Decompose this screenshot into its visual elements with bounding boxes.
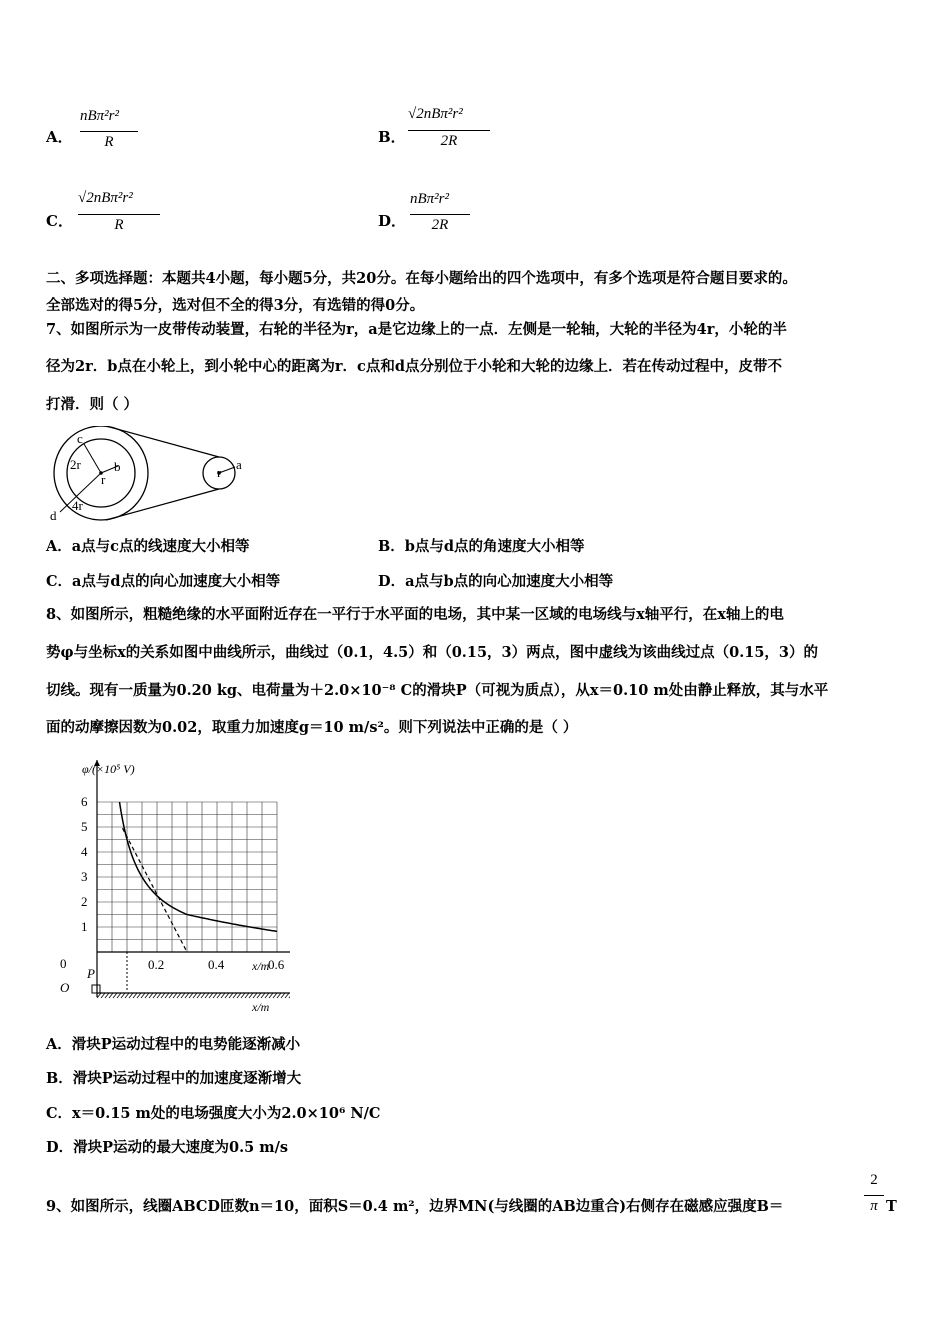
ground-hatch — [129, 993, 133, 998]
radius-right — [219, 467, 235, 473]
q7-text-line1: 7、如图所示为一皮带传动装置，右轮的半径为r，a是它边缘上的一点．左侧是一轮轴，大轮的半径为4r，小轮的半 — [46, 321, 787, 338]
option-c-denominator: R — [114, 217, 124, 233]
P-label: P — [87, 966, 95, 981]
q7-option-d: D．a点与b点的向心加速度大小相等 — [378, 573, 614, 590]
ground-hatch — [113, 993, 117, 998]
q9-frac-numerator: 2 — [870, 1172, 878, 1188]
ground-hatch — [221, 993, 225, 998]
ground-hatch — [173, 993, 177, 998]
ground-surface — [97, 993, 290, 998]
ground-hatch — [249, 993, 253, 998]
ground-hatch — [101, 993, 105, 998]
ground-hatch — [261, 993, 265, 998]
ground-hatch — [245, 993, 249, 998]
ground-hatch — [285, 993, 289, 998]
q8-option-a: A．滑块P运动过程中的电势能逐渐减小 — [46, 1036, 301, 1053]
q7-belt-pulley-figure — [44, 426, 254, 526]
ground-hatch — [137, 993, 141, 998]
label-a: a — [236, 457, 242, 472]
ground-hatch — [145, 993, 149, 998]
option-a-fraction — [80, 108, 140, 156]
q9-frac-denominator: π — [870, 1198, 878, 1214]
ground-hatch — [269, 993, 273, 998]
option-d-denominator: 2R — [431, 217, 449, 233]
label-r-center: r — [101, 472, 106, 487]
origin-label: 0 — [60, 956, 67, 971]
belt-top — [106, 426, 219, 457]
y-tick-label: 5 — [81, 819, 88, 834]
ground-hatch — [141, 993, 145, 998]
ground-hatch — [161, 993, 165, 998]
option-d-letter: D． — [378, 212, 407, 230]
ground-hatch — [185, 993, 189, 998]
label-2r: 2r — [70, 457, 81, 472]
ground-hatch — [177, 993, 181, 998]
ground-hatch — [217, 993, 221, 998]
ground-hatch — [121, 993, 125, 998]
q8-text-line1: 8、如图所示，粗糙绝缘的水平面附近存在一平行于水平面的电场，其中某一区域的电场线与x轴平行，在x轴上的电 — [46, 606, 784, 623]
ground-hatch — [257, 993, 261, 998]
ground-hatch — [125, 993, 129, 998]
q8-option-c: C．x＝0.15 m处的电场强度大小为2.0×10⁶ N/C — [46, 1105, 381, 1122]
q8-text-line2: 势φ与坐标x的关系如图中曲线所示，曲线过（0.1，4.5）和（0.15，3）两点，图中虚线为该曲线过点（0.15，3）的 — [46, 644, 819, 661]
label-4r: 4r — [72, 498, 83, 513]
ground-hatch — [165, 993, 169, 998]
ground-hatch — [117, 993, 121, 998]
y-tick-label: 4 — [81, 844, 88, 859]
y-tick-label: 2 — [81, 894, 88, 909]
ground-hatch — [105, 993, 109, 998]
option-d-fraction — [410, 191, 474, 241]
radius-2r — [84, 444, 101, 473]
ground-hatch — [197, 993, 201, 998]
ground-hatch — [213, 993, 217, 998]
ground-hatch — [265, 993, 269, 998]
belt-bottom — [106, 489, 219, 520]
q8-text-line3: 切线。现有一质量为0.20 kg、电荷量为＋2.0×10⁻⁸ C的滑块P（可视为质点），从x＝0.10 m处由静止释放，其与水平 — [46, 682, 829, 699]
ground-hatch — [193, 993, 197, 998]
O-label: O — [60, 980, 70, 995]
slider-P — [92, 985, 100, 993]
section2-instructions-line1: 二、多项选择题：本题共4小题，每小题5分，共20分。在每小题给出的四个选项中，有多个选项是符合题目要求的。 — [46, 270, 797, 287]
y-tick-label: 3 — [81, 869, 88, 884]
option-c-letter: C． — [46, 212, 73, 230]
ground-hatch — [133, 993, 137, 998]
x-axis-label: x/m — [252, 959, 270, 973]
ground-hatch — [169, 993, 173, 998]
label-d: d — [50, 508, 57, 523]
q9-frac-bar — [864, 1195, 884, 1196]
option-b-numerator: √2nBπ²r² — [408, 106, 463, 122]
ground-hatch — [281, 993, 285, 998]
ground-hatch — [205, 993, 209, 998]
ground-hatch — [157, 993, 161, 998]
option-b-letter: B． — [378, 128, 406, 146]
ground-hatch — [109, 993, 113, 998]
option-c-fraction — [78, 190, 162, 240]
q7-option-b: B．b点与d点的角速度大小相等 — [378, 538, 585, 555]
label-r-right: r — [217, 465, 222, 480]
option-a-letter: A． — [46, 128, 73, 146]
q9-text: 9、如图所示，线圈ABCD匝数n＝10，面积S＝0.4 m²，边界MN(与线圈的AB边重合)右侧存在磁感应强度B＝ — [46, 1198, 784, 1215]
option-a-numerator: nBπ²r² — [80, 108, 120, 124]
option-c-numerator: √2nBπ²r² — [78, 190, 133, 206]
chart-ticks — [81, 794, 285, 972]
x-axis-label-lower: x/m — [252, 1000, 270, 1014]
q7-text-line3: 打滑．则（ ） — [46, 396, 139, 413]
ground-hatch — [289, 993, 290, 998]
q7-option-a: A．a点与c点的线速度大小相等 — [46, 538, 250, 555]
x-tick-label: 0.6 — [268, 957, 285, 972]
tangent-line — [123, 828, 188, 952]
option-b-denominator: 2R — [440, 133, 458, 149]
ground-hatch — [241, 993, 245, 998]
option-b-fraction — [408, 106, 492, 156]
ground-hatch — [189, 993, 193, 998]
y-tick-label: 6 — [81, 794, 88, 809]
q8-text-line4: 面的动摩擦因数为0.02，取重力加速度g＝10 m/s²。则下列说法中正确的是（ ） — [46, 719, 578, 736]
q7-text-line2: 径为2r．b点在小轮上，到小轮中心的距离为r．c点和d点分别位于小轮和大轮的边缘上．若在传动过程中，皮带不 — [46, 358, 782, 375]
ground-hatch — [153, 993, 157, 998]
ground-hatch — [233, 993, 237, 998]
ground-hatch — [149, 993, 153, 998]
q9-unit: T — [886, 1198, 897, 1215]
ground-hatch — [225, 993, 229, 998]
y-axis-label: φ/(×10⁵ V) — [82, 762, 135, 776]
q8-option-b: B．滑块P运动过程中的加速度逐渐增大 — [46, 1070, 302, 1087]
option-d-numerator: nBπ²r² — [410, 191, 450, 207]
x-tick-label: 0.2 — [148, 957, 165, 972]
ground-hatch — [209, 993, 213, 998]
ground-hatch — [229, 993, 233, 998]
q7-option-c: C．a点与d点的向心加速度大小相等 — [46, 573, 281, 590]
ground-hatch — [201, 993, 205, 998]
ground-hatch — [277, 993, 281, 998]
ground-hatch — [253, 993, 257, 998]
ground-hatch — [237, 993, 241, 998]
y-tick-label: 1 — [81, 919, 88, 934]
section2-instructions-line2: 全部选对的得5分，选对但不全的得3分，有选错的得0分。 — [46, 297, 425, 314]
q8-option-d: D．滑块P运动的最大速度为0.5 m/s — [46, 1139, 289, 1156]
x-tick-label: 0.4 — [208, 957, 225, 972]
ground-hatch — [273, 993, 277, 998]
label-b: b — [114, 459, 121, 474]
ground-hatch — [181, 993, 185, 998]
label-c: c — [77, 431, 83, 446]
option-a-denominator: R — [104, 134, 114, 150]
q8-potential-chart — [40, 752, 290, 1020]
